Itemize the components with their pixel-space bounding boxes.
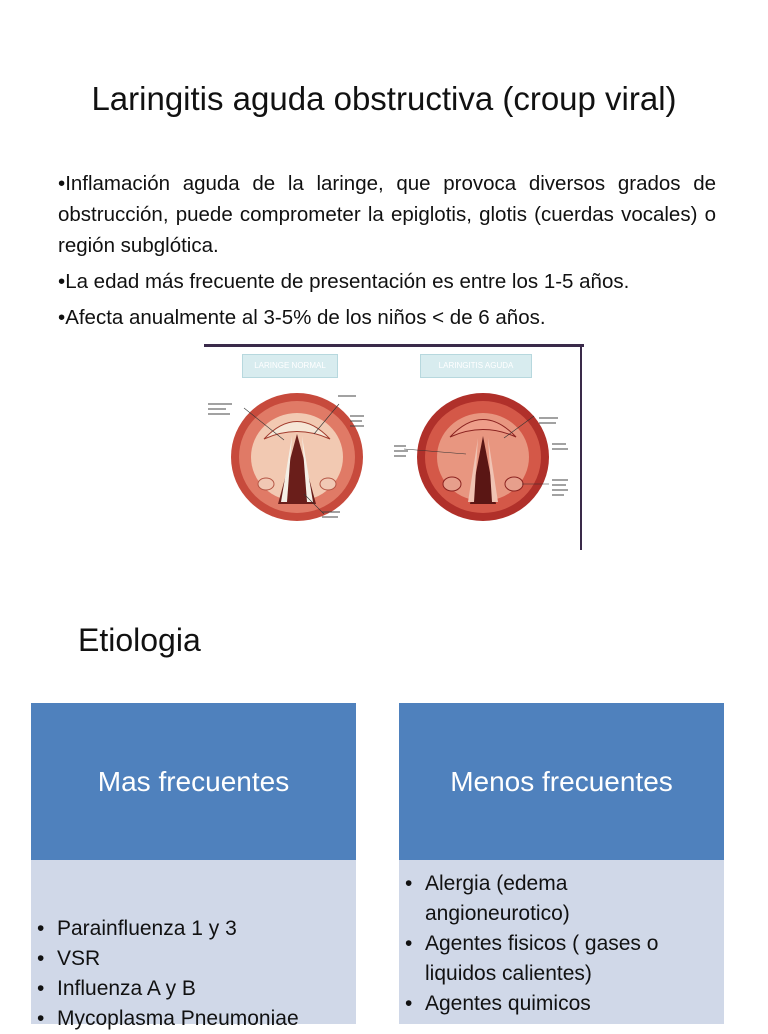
list-item: • Alergia (edema angioneurotico) bbox=[399, 869, 689, 929]
card-body-right bbox=[399, 860, 724, 1024]
larynx-illustration bbox=[204, 344, 584, 550]
inflamed-larynx-image bbox=[404, 393, 549, 521]
list-item: • Agentes fisicos ( gases o liquidos calientes) bbox=[399, 929, 689, 989]
normal-larynx-label: LARINGE NORMAL bbox=[242, 354, 338, 378]
bullet-text: La edad más frecuente de presentación es entre los 1-5 años. bbox=[65, 270, 630, 293]
croup-larynx-label: LARINGITIS AGUDA bbox=[420, 354, 532, 378]
card-heading-left: Mas frecuentes bbox=[31, 703, 356, 860]
list-item: • VSR bbox=[31, 944, 356, 974]
bullet-list bbox=[58, 168, 716, 338]
larynx-drawing bbox=[204, 344, 584, 550]
card-body-left bbox=[31, 860, 356, 1030]
slide-title: Laringitis aguda obstructiva (croup viral) bbox=[91, 80, 677, 117]
bullet-item: •Inflamación aguda de la laringe, que provoca diversos grados de obstrucción, puede comprometer la epiglotis, glotis (cuerdas vocales) o región subglótica. bbox=[58, 172, 716, 257]
card-list-left bbox=[31, 860, 356, 1034]
list-item: • Parainfluenza 1 y 3 bbox=[31, 914, 356, 944]
list-item: • Influenza A y B bbox=[31, 974, 356, 1004]
list-item: • Mycoplasma Pneumoniae bbox=[31, 1004, 356, 1034]
bullet-item: •La edad más frecuente de presentación es entre los 1-5 años. bbox=[58, 270, 630, 293]
bullet-item: •Afecta anualmente al 3-5% de los niños < de 6 años. bbox=[58, 306, 546, 329]
section-title: Etiologia bbox=[78, 622, 201, 658]
bullet-text: Afecta anualmente al 3-5% de los niños < de 6 años. bbox=[65, 306, 546, 329]
card-heading-right: Menos frecuentes bbox=[399, 703, 724, 860]
card-list-right bbox=[399, 860, 689, 1019]
normal-larynx-image bbox=[231, 393, 363, 521]
list-item: • Agentes quimicos bbox=[399, 989, 689, 1019]
bullet-text: Inflamación aguda de la laringe, que provoca diversos grados de obstrucción, puede comprometer la epiglotis, glotis (cuerdas vocales) o región subglótica. bbox=[58, 172, 716, 257]
